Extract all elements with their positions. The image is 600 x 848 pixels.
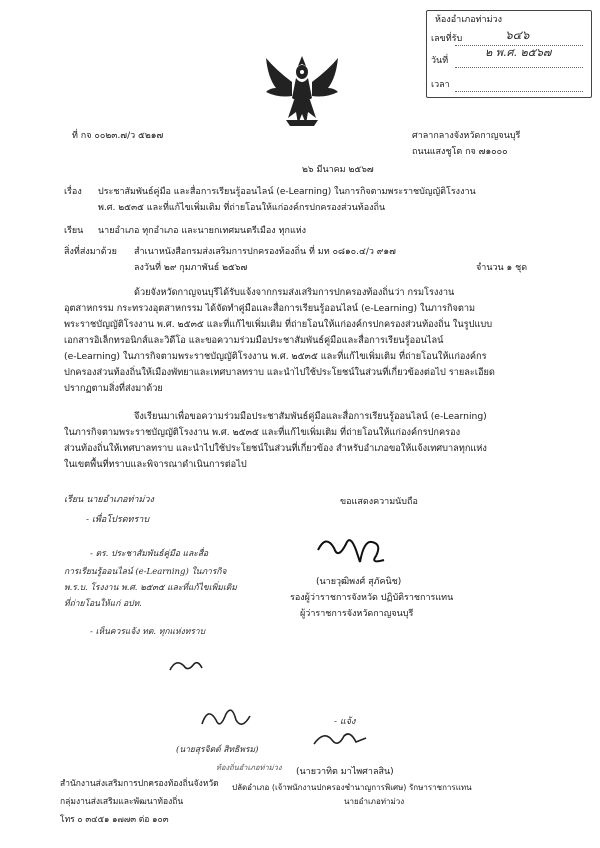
handwritten-right-title-1: ปลัดอำเภอ (เจ้าพนักงานปกครองชำนาญการพิเศษ) รักษาราชการแทน [232, 783, 472, 792]
closing-text: ขอแสดงความนับถือ [340, 497, 418, 507]
handwritten-note-1: - เพื่อโปรดทราบ [86, 515, 150, 525]
signer-title-1: รองผู้ว่าราชการจังหวัด ปฏิบัติราชการแทน [290, 593, 454, 603]
handwritten-note-2d: ที่ถ่ายโอนให้แก่ อปท. [64, 599, 142, 609]
paragraph1-line: ด้วยจังหวัดกาญจนบุรีได้รับแจ้งจากกรมส่งเสริมการปกครองท้องถิ่นว่า กรมโรงงาน [134, 287, 455, 298]
reference-number: ที่ กจ ๐๐๒๓.๗/ว ๕๒๑๗ [72, 131, 164, 141]
stamp-date-label: วันที่ [431, 56, 449, 66]
handwritten-note-2a: - ตร. ประชาสัมพันธ์คู่มือ และสื่อ [90, 549, 209, 559]
recipient-label: เรียน [64, 226, 84, 236]
handwritten-note-2c: พ.ร.บ. โรงงาน พ.ศ. ๒๕๓๕ และที่แก้ไขเพิ่มเติม [64, 583, 237, 593]
signature-mark [312, 530, 392, 570]
attachment-quantity: จำนวน ๑ ชุด [476, 263, 528, 273]
paragraph1-line: เอกสารอิเล็กทรอนิกส์และวิดีโอ และขอความร่วมมือประชาสัมพันธ์คู่มือและสื่อการเรียนรู้ออนไลน์ [64, 335, 444, 346]
attachment-label: สิ่งที่ส่งมาด้วย [64, 247, 117, 257]
paragraph1-line: อุตสาหกรรม กระทรวงอุตสาหกรรม ได้จัดทำคู่มือและสื่อการเรียนรู้ออนไลน์ (e-Learning) ในภารกิจตาม [64, 303, 476, 314]
stamp-time-label: เวลา [431, 80, 450, 90]
attachment-date: ลงวันที่ ๒๙ กุมภาพันธ์ ๒๕๖๗ [134, 263, 248, 273]
paragraph2-line: ส่วนท้องถิ่นให้เทศบาลทราบ และนำไปใช้ประโยชน์ในส่วนที่เกี่ยวข้อง สำหรับอำเภอขอให้แจ้งเทศบาลทุกแห่ง [64, 443, 487, 454]
subject-line-1: ประชาสัมพันธ์คู่มือ และสื่อการเรียนรู้ออนไลน์ (e-Learning) ในการกิจตามพระราชบัญญัติโรงงาน [98, 187, 476, 197]
footer-division: กลุ่มงานส่งเสริมและพัฒนาท้องถิ่น [60, 797, 184, 807]
initial-mark [166, 656, 206, 678]
paragraph2-line: ในเขตพื้นที่ทราบและพิจารณาดำเนินการต่อไป [64, 459, 247, 470]
signer-title-2: ผู้ว่าราชการจังหวัดกาญจนบุรี [300, 609, 414, 619]
issuing-office: ศาลากลางจังหวัดกาญจนบุรี [412, 131, 521, 141]
handwritten-left-title: ท้องถิ่นอำเภอท่าม่วง [216, 763, 282, 772]
handwritten-note-2b: การเรียนรู้ออนไลน์ (e-Learning) ในภารกิจ [64, 567, 227, 577]
attachment-text: สำเนาหนังสือกรมส่งเสริมการปกครองท้องถิ่น ที่ มท ๐๘๑๐.๔/ว ๙๑๗ [134, 247, 396, 257]
right-signature-mark [310, 726, 370, 752]
handwritten-right-title-2: นายอำเภอท่าม่วง [344, 797, 405, 806]
issuing-address: ถนนแสงชูโต กจ ๗๑๐๐๐ [412, 147, 508, 157]
stamp-office: ห้องอำเภอท่าม่วง [435, 15, 502, 25]
signer-name: (นายวุฒิพงศ์ สุภัคนิช) [316, 577, 402, 587]
paragraph2-line: ในภารกิจตามพระราชบัญญัติโรงงาน พ.ศ. ๒๕๓๕ และที่แก้ไขเพิ่มเติม ที่ถ่ายโอนให้แก่องค์กรปกครอง [64, 427, 461, 438]
garuda-emblem-icon [262, 52, 342, 132]
subject-line-2: พ.ศ. ๒๕๓๕ และที่แก้ไขเพิ่มเติม ที่ถ่ายโอนให้แก่องค์กรปกครองส่วนท้องถิ่น [98, 203, 386, 213]
stamp-date-value: ๒ พ.ศ. ๒๕๖๗ [485, 46, 552, 59]
paragraph1-line: พระราชบัญญัติโรงงาน พ.ศ. ๒๕๓๕ และที่แก้ไขเพิ่มเติม ที่ถ่ายโอนให้แก่องค์กรปกครองส่วนท้องถิ่น ในรูปแบบ [64, 319, 493, 330]
paragraph2-line: จึงเรียนมาเพื่อขอความร่วมมือประชาสัมพันธ์คู่มือและสื่อการเรียนรู้ออนไลน์ (e-Learning) [134, 411, 487, 422]
subject-label: เรื่อง [64, 187, 82, 197]
receipt-stamp [426, 10, 592, 98]
stamp-number-label: เลขที่รับ [431, 34, 463, 44]
stamp-number-value: ๖๔๖ [505, 28, 530, 42]
paragraph1-line: (e-Learning) ในภารกิจตามพระราชบัญญัติโรงงาน พ.ศ. ๒๕๓๕ และที่แก้ไขเพิ่มเติม ที่ถ่ายโอนให้แก่องค์กร [64, 351, 487, 362]
handwritten-dash: - แจ้ง [334, 717, 356, 727]
footer-phone: โทร ๐ ๓๔๕๑ ๑๗๗๓ ต่อ ๑๐๓ [60, 815, 169, 825]
handwritten-right-name: (นายวาทิต มาไพศาลสิน) [296, 767, 394, 777]
handwritten-left-name: (นายสุรจิตต์ สิทธิพรม) [176, 745, 259, 755]
handwritten-note-3: - เห็นควรแจ้ง ทต. ทุกแห่งทราบ [90, 627, 206, 637]
footer-office: สำนักงานส่งเสริมการปกครองท้องถิ่นจังหวัด [60, 779, 219, 789]
handwritten-to: เรียน นายอำเภอท่าม่วง [64, 495, 154, 505]
document-date: ๒๖ มีนาคม ๒๕๖๗ [302, 165, 374, 175]
paragraph1-line: ปรากฏตามสิ่งที่ส่งมาด้วย [64, 383, 163, 394]
paragraph1-line: ปกครองส่วนท้องถิ่นให้เมืองพัทยาและเทศบาลทราบ และนำไปใช้ประโยชน์ในส่วนที่เกี่ยวข้องต่อไป รายละเอียด [64, 367, 495, 378]
left-signature-mark [196, 702, 256, 736]
recipient-text: นายอำเภอ ทุกอำเภอ และนายกเทศมนตรีเมือง ทุกแห่ง [98, 226, 307, 236]
